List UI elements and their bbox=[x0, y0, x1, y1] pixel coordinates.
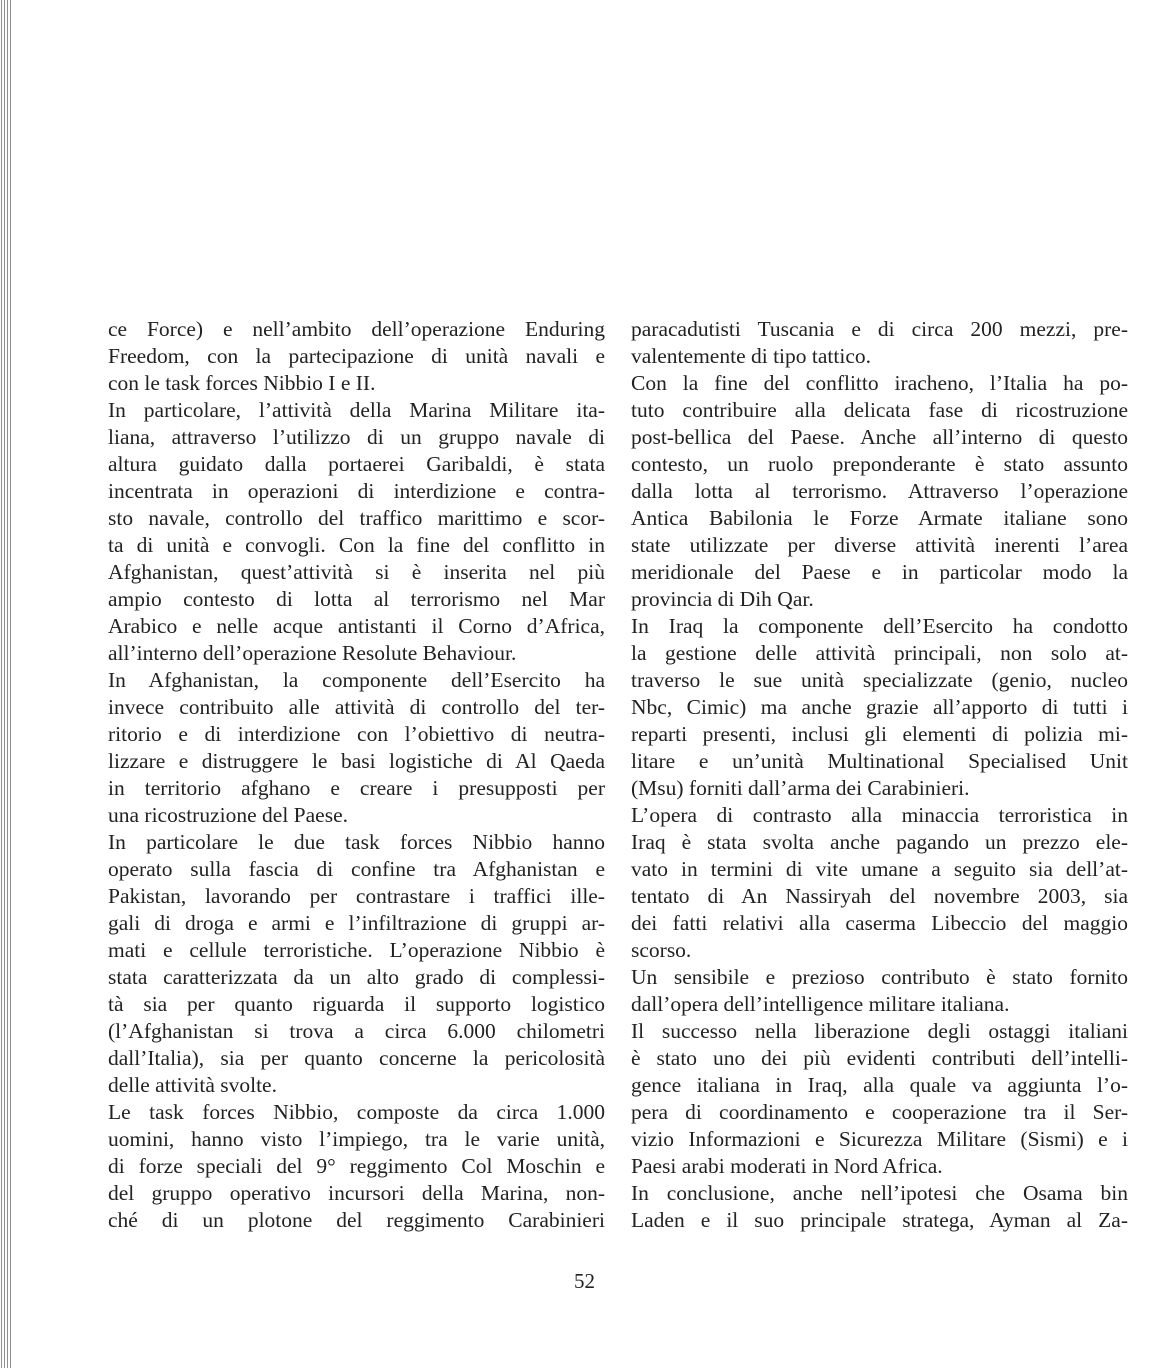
text-line: dei fatti relativi alla caserma Libeccio del maggio bbox=[631, 911, 1128, 935]
text-line: Antica Babilonia le Forze Armate italiane sono bbox=[631, 506, 1128, 530]
text-line: gali di droga e armi e l’infiltrazione di gruppi ar- bbox=[108, 911, 605, 935]
text-line: delle attività svolte. bbox=[108, 1073, 277, 1097]
text-line: dall’opera dell’intelligence militare italiana. bbox=[631, 992, 1010, 1016]
text-line: In Afghanistan, la componente dell’Esercito ha bbox=[108, 668, 605, 692]
text-line: del gruppo operativo incursori della Marina, non- bbox=[108, 1181, 605, 1205]
left-text-column bbox=[108, 316, 605, 1234]
text-line: altura guidato dalla portaerei Garibaldi, è stata bbox=[108, 452, 605, 476]
text-line: scorso. bbox=[631, 938, 692, 962]
text-line: ché di un plotone del reggimento Carabinieri bbox=[108, 1208, 605, 1232]
text-line: tà sia per quanto riguarda il supporto logistico bbox=[108, 992, 605, 1016]
text-line: ta di unità e convogli. Con la fine del conflitto in bbox=[108, 533, 605, 557]
text-line: Un sensibile e prezioso contributo è stato fornito bbox=[631, 965, 1128, 989]
text-line: con le task forces Nibbio I e II. bbox=[108, 371, 376, 395]
text-line: Paesi arabi moderati in Nord Africa. bbox=[631, 1154, 943, 1178]
text-line: In particolare, l’attività della Marina Militare ita- bbox=[108, 398, 605, 422]
text-line: mati e cellule terroristiche. L’operazione Nibbio è bbox=[108, 938, 605, 962]
text-line: incentrata in operazioni di interdizione e contra- bbox=[108, 479, 605, 503]
text-line: reparti presenti, inclusi gli elementi di polizia mi- bbox=[631, 722, 1128, 746]
text-line: operato sulla fascia di confine tra Afghanistan e bbox=[108, 857, 605, 881]
book-spine-edge bbox=[0, 0, 12, 1368]
text-line: valentemente di tipo tattico. bbox=[631, 344, 872, 368]
text-line: vizio Informazioni e Sicurezza Militare (Sismi) e i bbox=[631, 1127, 1128, 1151]
text-line: tentato di An Nassiryah del novembre 2003, sia bbox=[631, 884, 1128, 908]
text-line: liana, attraverso l’utilizzo di un gruppo navale di bbox=[108, 425, 605, 449]
text-line: meridionale del Paese e in particolar modo la bbox=[631, 560, 1128, 584]
text-line: la gestione delle attività principali, non solo at- bbox=[631, 641, 1128, 665]
text-line: Pakistan, lavorando per contrastare i traffici ille- bbox=[108, 884, 605, 908]
text-line: all’interno dell’operazione Resolute Behaviour. bbox=[108, 641, 517, 665]
text-line: Le task forces Nibbio, composte da circa 1.000 bbox=[108, 1100, 605, 1124]
text-line: state utilizzate per diverse attività inerenti l’area bbox=[631, 533, 1128, 557]
text-line: In conclusione, anche nell’ipotesi che Osama bin bbox=[631, 1181, 1128, 1205]
text-line: Iraq è stata svolta anche pagando un prezzo ele- bbox=[631, 830, 1128, 854]
text-line: litare e un’unità Multinational Specialised Unit bbox=[631, 749, 1128, 773]
text-line: paracadutisti Tuscania e di circa 200 mezzi, pre- bbox=[631, 317, 1128, 341]
text-line: ritorio e di interdizione con l’obiettivo di neutra- bbox=[108, 722, 605, 746]
text-line: stata caratterizzata da un alto grado di complessi- bbox=[108, 965, 605, 989]
text-line: post-bellica del Paese. Anche all’interno di questo bbox=[631, 425, 1128, 449]
text-line: sto navale, controllo del traffico marittimo e scor- bbox=[108, 506, 605, 530]
text-line: (l’Afghanistan si trova a circa 6.000 chilometri bbox=[108, 1019, 605, 1043]
text-line: Laden e il suo principale stratega, Ayman al Za- bbox=[631, 1208, 1128, 1232]
right-text-column bbox=[631, 316, 1128, 1234]
text-line: In Iraq la componente dell’Esercito ha condotto bbox=[631, 614, 1128, 638]
text-line: ce Force) e nell’ambito dell’operazione Enduring bbox=[108, 317, 605, 341]
text-line: gence italiana in Iraq, alla quale va aggiunta l’o- bbox=[631, 1073, 1128, 1097]
text-line: dall’Italia), sia per quanto concerne la pericolosità bbox=[108, 1046, 605, 1070]
text-line: Il successo nella liberazione degli ostaggi italiani bbox=[631, 1019, 1128, 1043]
text-line: Afghanistan, quest’attività si è inserita nel più bbox=[108, 560, 605, 584]
text-line: Nbc, Cimic) ma anche grazie all’apporto di tutti i bbox=[631, 695, 1128, 719]
text-line: provincia di Dih Qar. bbox=[631, 587, 814, 611]
text-line: ampio contesto di lotta al terrorismo nel Mar bbox=[108, 587, 605, 611]
text-line: di forze speciali del 9° reggimento Col Moschin e bbox=[108, 1154, 605, 1178]
text-line: dalla lotta al terrorismo. Attraverso l’operazione bbox=[631, 479, 1128, 503]
page-number: 52 bbox=[574, 1269, 595, 1293]
text-line: lizzare e distruggere le basi logistiche di Al Qaeda bbox=[108, 749, 605, 773]
text-line: Arabico e nelle acque antistanti il Corno d’Africa, bbox=[108, 614, 605, 638]
text-line: (Msu) forniti dall’arma dei Carabinieri. bbox=[631, 776, 970, 800]
text-line: In particolare le due task forces Nibbio hanno bbox=[108, 830, 605, 854]
text-line: una ricostruzione del Paese. bbox=[108, 803, 348, 827]
text-line: vato in termini di vite umane a seguito sia dell’at- bbox=[631, 857, 1128, 881]
text-line: Freedom, con la partecipazione di unità navali e bbox=[108, 344, 605, 368]
text-line: invece contribuito alle attività di controllo del ter- bbox=[108, 695, 605, 719]
text-line: Con la fine del conflitto iracheno, l’Italia ha po- bbox=[631, 371, 1128, 395]
text-line: in territorio afghano e creare i presupposti per bbox=[108, 776, 605, 800]
text-line: è stato uno dei più evidenti contributi dell’intelli- bbox=[631, 1046, 1128, 1070]
text-line: traverso le sue unità specializzate (genio, nucleo bbox=[631, 668, 1128, 692]
text-line: uomini, hanno visto l’impiego, tra le varie unità, bbox=[108, 1127, 605, 1151]
text-line: pera di coordinamento e cooperazione tra il Ser- bbox=[631, 1100, 1128, 1124]
text-line: L’opera di contrasto alla minaccia terroristica in bbox=[631, 803, 1128, 827]
text-line: contesto, un ruolo preponderante è stato assunto bbox=[631, 452, 1128, 476]
text-line: tuto contribuire alla delicata fase di ricostruzione bbox=[631, 398, 1128, 422]
